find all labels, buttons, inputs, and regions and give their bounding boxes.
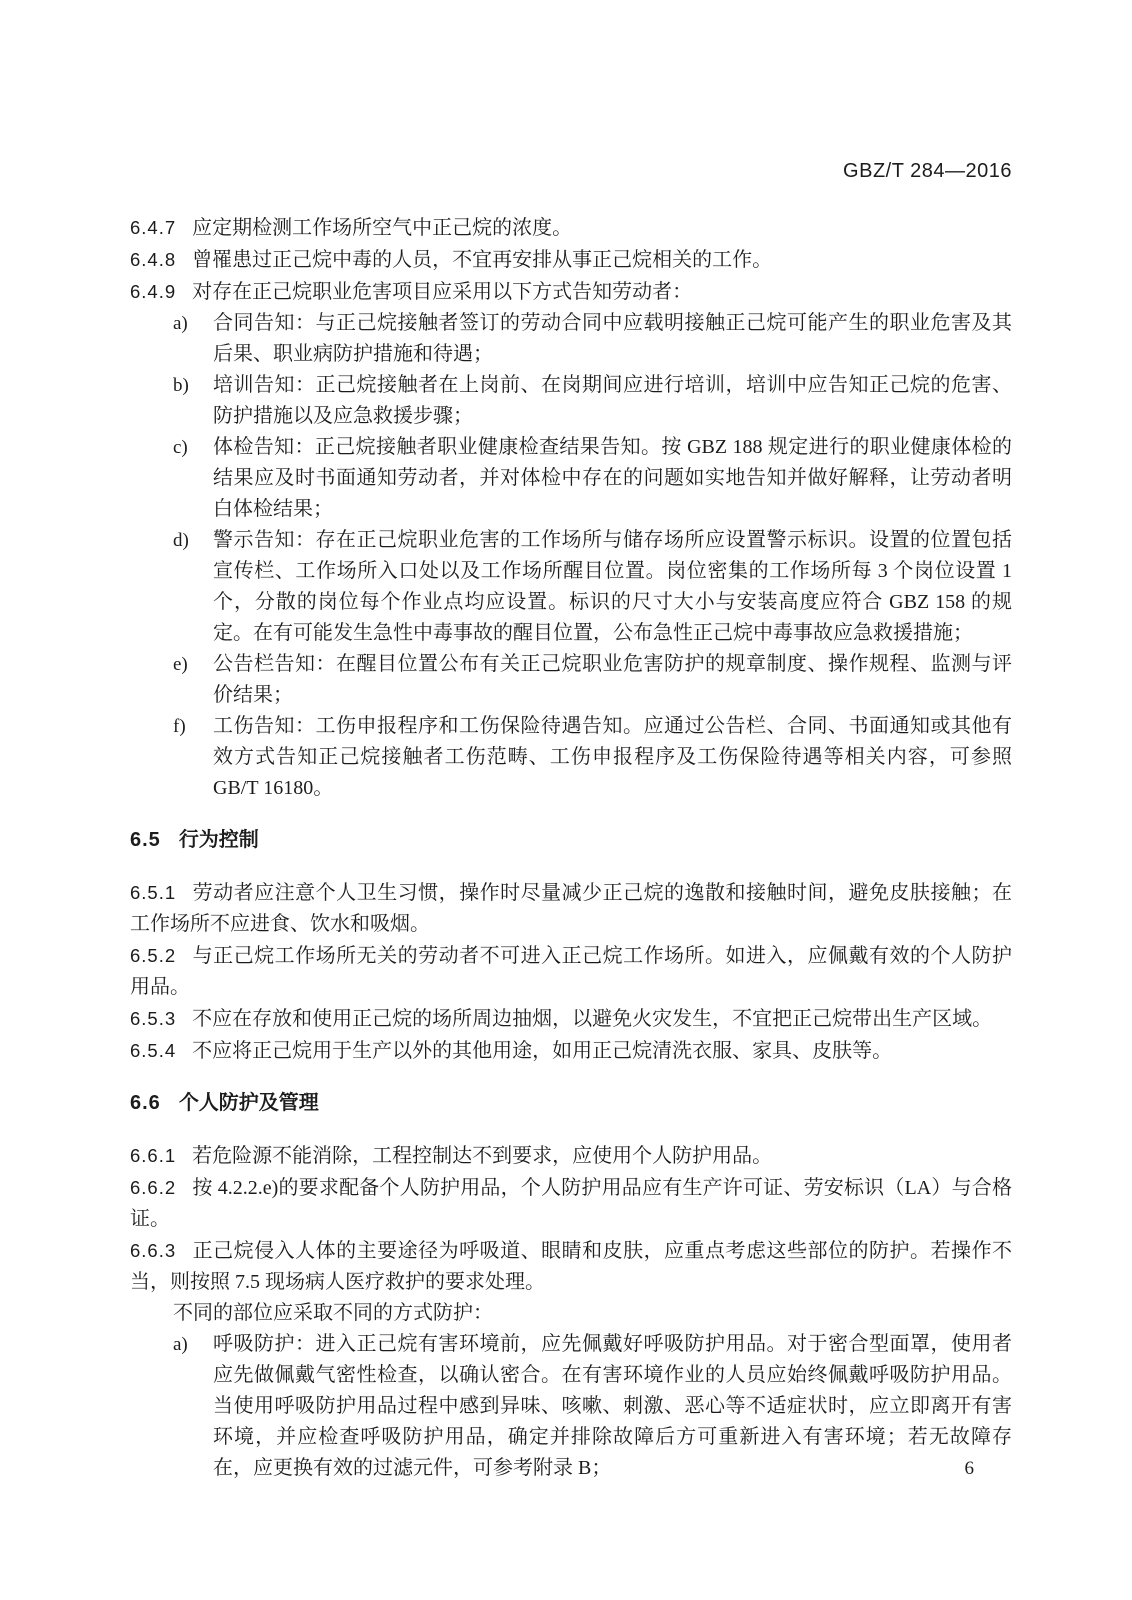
clause-6-5-1: [130, 877, 1012, 940]
clause-number: 6.6.1: [130, 1145, 177, 1166]
section-heading-6-5: [130, 825, 1012, 856]
clause-number: 6.5.2: [130, 945, 177, 966]
clause-text: 与正己烷工作场所无关的劳动者不可进入正己烷工作场所。如进入，应佩戴有效的个人防护用品。: [130, 945, 1012, 998]
list-item-text: 公告栏告知：在醒目位置公布有关正己烷职业危害防护的规章制度、操作规程、监测与评价结果；: [213, 653, 1012, 706]
page-header: [843, 160, 1012, 183]
clause-text: 对存在正己烷职业危害项目应采用以下方式告知劳动者：: [192, 281, 693, 303]
clause-text: 不应在存放和使用正己烷的场所周边抽烟，以避免火灾发生，不宜把正己烷带出生产区域。: [192, 1008, 993, 1030]
clause-6-4-9: [130, 276, 1012, 308]
page-footer: [965, 1458, 975, 1480]
section-number: 6.5: [130, 829, 161, 851]
clause-text: 劳动者应注意个人卫生习惯，操作时尽量减少正己烷的逸散和接触时间，避免皮肤接触；在工作场所不应进食、饮水和吸烟。: [130, 882, 1012, 935]
clause-text: 按 4.2.2.e)的要求配备个人防护用品，个人防护用品应有生产许可证、劳安标识（LA）与合格证。: [130, 1177, 1012, 1230]
list-item-letter: e): [173, 654, 188, 675]
list-item-a: [173, 308, 1012, 370]
section-title: 行为控制: [178, 829, 259, 851]
standard-number: GBZ/T 284—2016: [843, 160, 1012, 182]
clause-number: 6.4.8: [130, 249, 177, 270]
page-number: 6: [964, 1458, 974, 1479]
clause-text: 曾罹患过正己烷中毒的人员，不宜再安排从事正己烷相关的工作。: [192, 249, 773, 271]
clause-text: 正己烷侵入人体的主要途径为呼吸道、眼睛和皮肤，应重点考虑这些部位的防护。若操作不当，则按照 7.5 现场病人医疗救护的要求处理。: [130, 1240, 1012, 1293]
section-title: 个人防护及管理: [178, 1092, 319, 1114]
list-item-letter: a): [173, 1334, 188, 1355]
list-item-text: 工伤告知：工伤申报程序和工伤保险待遇告知。应通过公告栏、合同、书面通知或其他有效方式告知正己烷接触者工伤范畴、工伤申报程序及工伤保险待遇等相关内容，可参照 GB/T 16180。: [213, 715, 1012, 799]
list-item-d: [173, 525, 1012, 649]
clause-text: 应定期检测工作场所空气中正己烷的浓度。: [192, 217, 573, 239]
list-item-letter: f): [173, 716, 186, 737]
list-item-e: [173, 649, 1012, 711]
clause-number: 6.5.3: [130, 1008, 177, 1029]
clause-6-6-3: [130, 1235, 1012, 1298]
paragraph-6-6-3-intro: 不同的部位应采取不同的方式防护：: [173, 1302, 493, 1324]
clause-6-4-8: [130, 244, 1012, 276]
list-6-6-3: [130, 1329, 1012, 1484]
clause-6-6-2: [130, 1172, 1012, 1235]
clause-number: 6.6.2: [130, 1177, 177, 1198]
list-item-text: 呼吸防护：进入正己烷有害环境前，应先佩戴好呼吸防护用品。对于密合型面罩，使用者应先做佩戴气密性检查，以确认密合。在有害环境作业的人员应始终佩戴呼吸防护用品。当使用呼吸防护用品过程中感到异味、咳嗽、刺激、恶心等不适症状时，应立即离开有害环境，并应检查呼吸防护用品，确定并排除故障后方可重新进入有害环境；若无故障存在，应更换有效的过滤元件，可参考附录 B；: [213, 1333, 1012, 1479]
clause-number: 6.5.4: [130, 1040, 177, 1061]
section-heading-6-6: [130, 1088, 1012, 1119]
clause-number: 6.4.9: [130, 281, 177, 302]
list-6-4-9: [130, 308, 1012, 804]
clause-6-6-1: [130, 1140, 1012, 1172]
clause-number: 6.6.3: [130, 1240, 177, 1261]
list-item-b: [173, 370, 1012, 432]
clause-6-5-2: [130, 940, 1012, 1003]
section-number: 6.6: [130, 1092, 161, 1114]
list-item-letter: b): [173, 375, 189, 396]
list-item-text: 培训告知：正己烷接触者在上岗前、在岗期间应进行培训，培训中应告知正己烷的危害、防护措施以及应急救援步骤；: [213, 374, 1012, 427]
list-item-text: 合同告知：与正己烷接触者签订的劳动合同中应载明接触正己烷可能产生的职业危害及其后果、职业病防护措施和待遇；: [213, 312, 1012, 365]
list-item-a: [173, 1329, 1012, 1484]
list-item-letter: a): [173, 313, 188, 334]
list-item-letter: c): [173, 437, 188, 458]
clause-number: 6.5.1: [130, 882, 177, 903]
clause-text: 若危险源不能消除，工程控制达不到要求，应使用个人防护用品。: [192, 1145, 773, 1167]
clause-6-5-3: [130, 1003, 1012, 1035]
clause-6-4-7: [130, 212, 1012, 244]
clause-6-5-4: [130, 1035, 1012, 1067]
list-item-letter: d): [173, 530, 189, 551]
clause-number: 6.4.7: [130, 217, 177, 238]
list-item-c: [173, 432, 1012, 525]
document-content: [130, 212, 1012, 1484]
list-item-text: 体检告知：正己烷接触者职业健康检查结果告知。按 GBZ 188 规定进行的职业健康体检的结果应及时书面通知劳动者，并对体检中存在的问题如实地告知并做好解释，让劳动者明白体检结果；: [213, 436, 1012, 520]
list-item-f: [173, 711, 1012, 804]
list-item-text: 警示告知：存在正己烷职业危害的工作场所与储存场所应设置警示标识。设置的位置包括宣传栏、工作场所入口处以及工作场所醒目位置。岗位密集的工作场所每 3 个岗位设置 1 个，分散的岗位每个作业点均应设置。标识的尺寸大小与安装高度应符合 GBZ 158 的规定。在有可能发生急性中毒事故的醒目位置，公布急性正己烷中毒事故应急救援措施；: [213, 529, 1012, 644]
clause-text: 不应将正己烷用于生产以外的其他用途，如用正己烷清洗衣服、家具、皮肤等。: [192, 1040, 893, 1062]
